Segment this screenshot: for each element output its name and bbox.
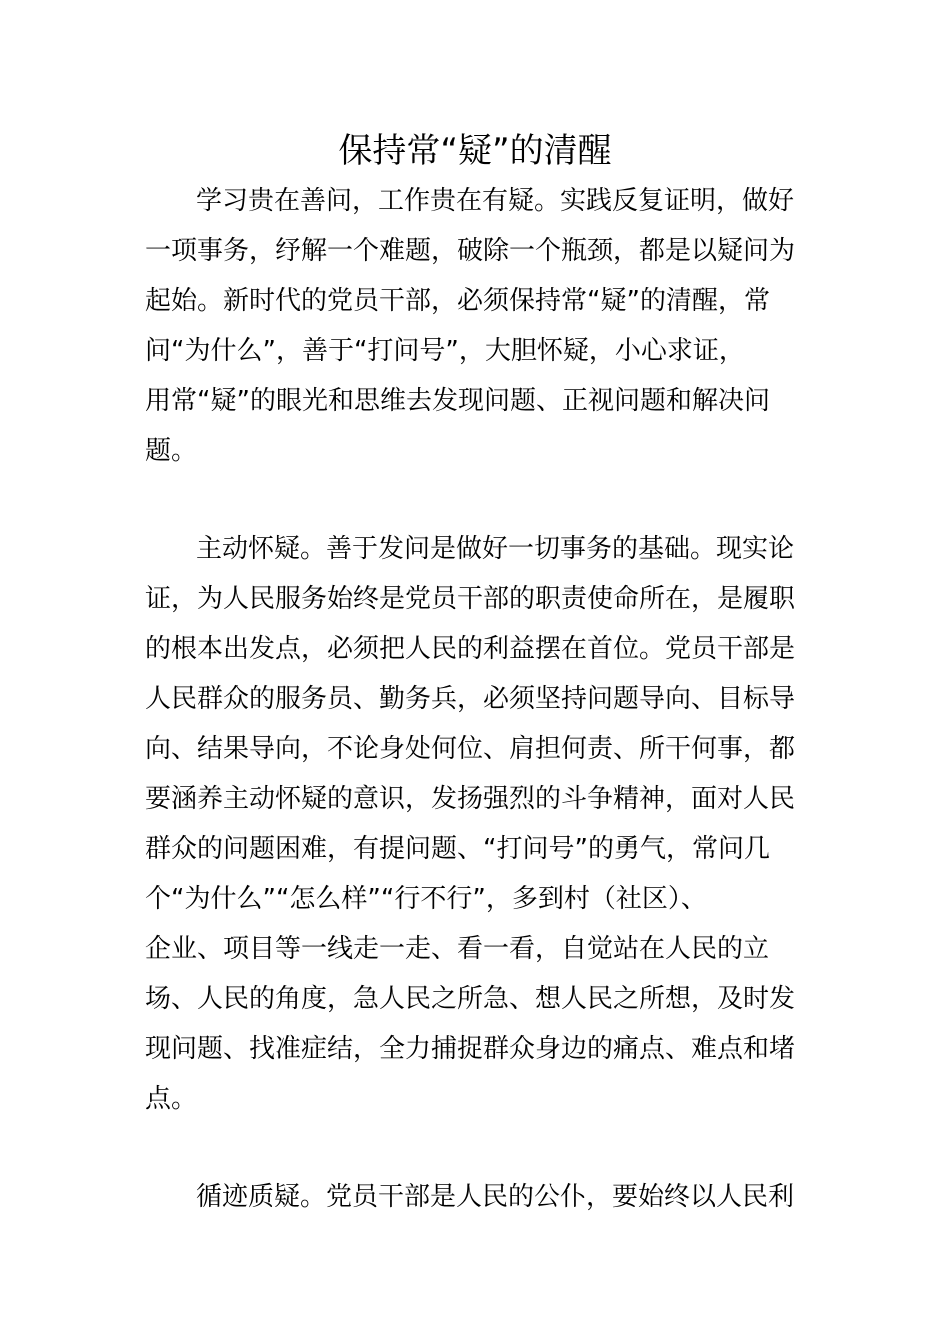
paragraph-2-line-12: 点。 bbox=[145, 1084, 198, 1114]
paragraph-3-line-1: 循迹质疑。党员干部是人民的公仆，要始终以人民利 bbox=[196, 1182, 795, 1212]
paragraph-2-line-8: 个“为什么”“怎么样”“行不行”，多到村（社区）、 bbox=[145, 884, 707, 914]
paragraph-2-line-11: 现问题、找准症结，全力捕捉群众身边的痛点、难点和堵 bbox=[145, 1034, 796, 1064]
paragraph-2-line-3: 的根本出发点，必须把人民的利益摆在首位。党员干部是 bbox=[145, 634, 796, 664]
paragraph-1-line-4: 问“为什么”，善于“打问号”，大胆怀疑，小心求证， bbox=[145, 336, 745, 366]
paragraph-2-line-10: 场、人民的角度，急人民之所急、想人民之所想，及时发 bbox=[145, 984, 796, 1014]
document-title: 保持常“疑”的清醒 bbox=[338, 131, 612, 171]
paragraph-1-line-3: 起始。新时代的党员干部，必须保持常“疑”的清醒，常 bbox=[145, 286, 770, 316]
paragraph-2-line-1: 主动怀疑。善于发问是做好一切事务的基础。现实论 bbox=[196, 534, 795, 564]
paragraph-1-line-6: 题。 bbox=[145, 436, 198, 466]
paragraph-1-line-2: 一项事务，纾解一个难题，破除一个瓶颈，都是以疑问为 bbox=[145, 236, 796, 266]
paragraph-2-line-2: 证，为人民服务始终是党员干部的职责使命所在，是履职 bbox=[145, 584, 796, 614]
paragraph-2-line-9: 企业、项目等一线走一走、看一看，自觉站在人民的立 bbox=[145, 934, 770, 964]
paragraph-1-line-1: 学习贵在善问，工作贵在有疑。实践反复证明，做好 bbox=[196, 186, 795, 216]
paragraph-2-line-6: 要涵养主动怀疑的意识，发扬强烈的斗争精神，面对人民 bbox=[145, 784, 796, 814]
paragraph-2-line-4: 人民群众的服务员、勤务兵，必须坚持问题导向、目标导 bbox=[145, 684, 796, 714]
paragraph-2-line-5: 向、结果导向，不论身处何位、肩担何责、所干何事，都 bbox=[145, 734, 796, 764]
paragraph-1-line-5: 用常“疑”的眼光和思维去发现问题、正视问题和解决问 bbox=[145, 386, 770, 416]
paragraph-2-line-7: 群众的问题困难，有提问题、“打问号”的勇气，常问几 bbox=[145, 834, 770, 864]
